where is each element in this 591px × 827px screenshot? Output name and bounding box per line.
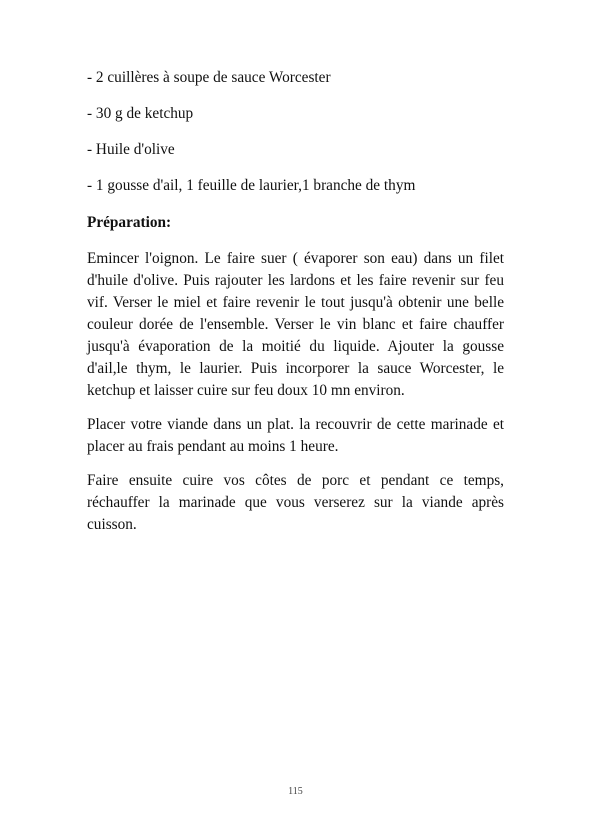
ingredient-line: - 30 g de ketchup (87, 105, 194, 122)
page-number: 115 (288, 786, 303, 797)
preparation-paragraph: Faire ensuite cuire vos côtes de porc et pendant ce temps, réchauffer la marinade que vous verserez sur la viande après cuisson. (87, 472, 504, 533)
preparation-paragraph: Placer votre viande dans un plat. la recouvrir de cette marinade et placer au frais pendant au moins 1 heure. (87, 416, 504, 455)
ingredient-line: - 1 gousse d'ail, 1 feuille de laurier,1 branche de thym (87, 177, 416, 194)
preparation-heading: Préparation: (87, 214, 172, 231)
preparation-paragraph: Emincer l'oignon. Le faire suer ( évaporer son eau) dans un filet d'huile d'olive. Puis rajouter les lardons et les faire revenir sur feu vif. Verser le miel et faire revenir le tout jusqu'à obtenir une belle couleur dorée de l'ensemble. Verser le vin blanc et faire chauffer jusqu'à évaporation de la moitié du liquide. Ajouter la gousse d'ail,le thym, le laurier. Puis incorporer la sauce Worcester, le ketchup et laisser cuire sur feu doux 10 mn environ. (87, 250, 504, 399)
ingredient-line: - 2 cuillères à soupe de sauce Worcester (87, 69, 331, 86)
page-content (87, 67, 504, 548)
ingredient-line: - Huile d'olive (87, 141, 175, 158)
